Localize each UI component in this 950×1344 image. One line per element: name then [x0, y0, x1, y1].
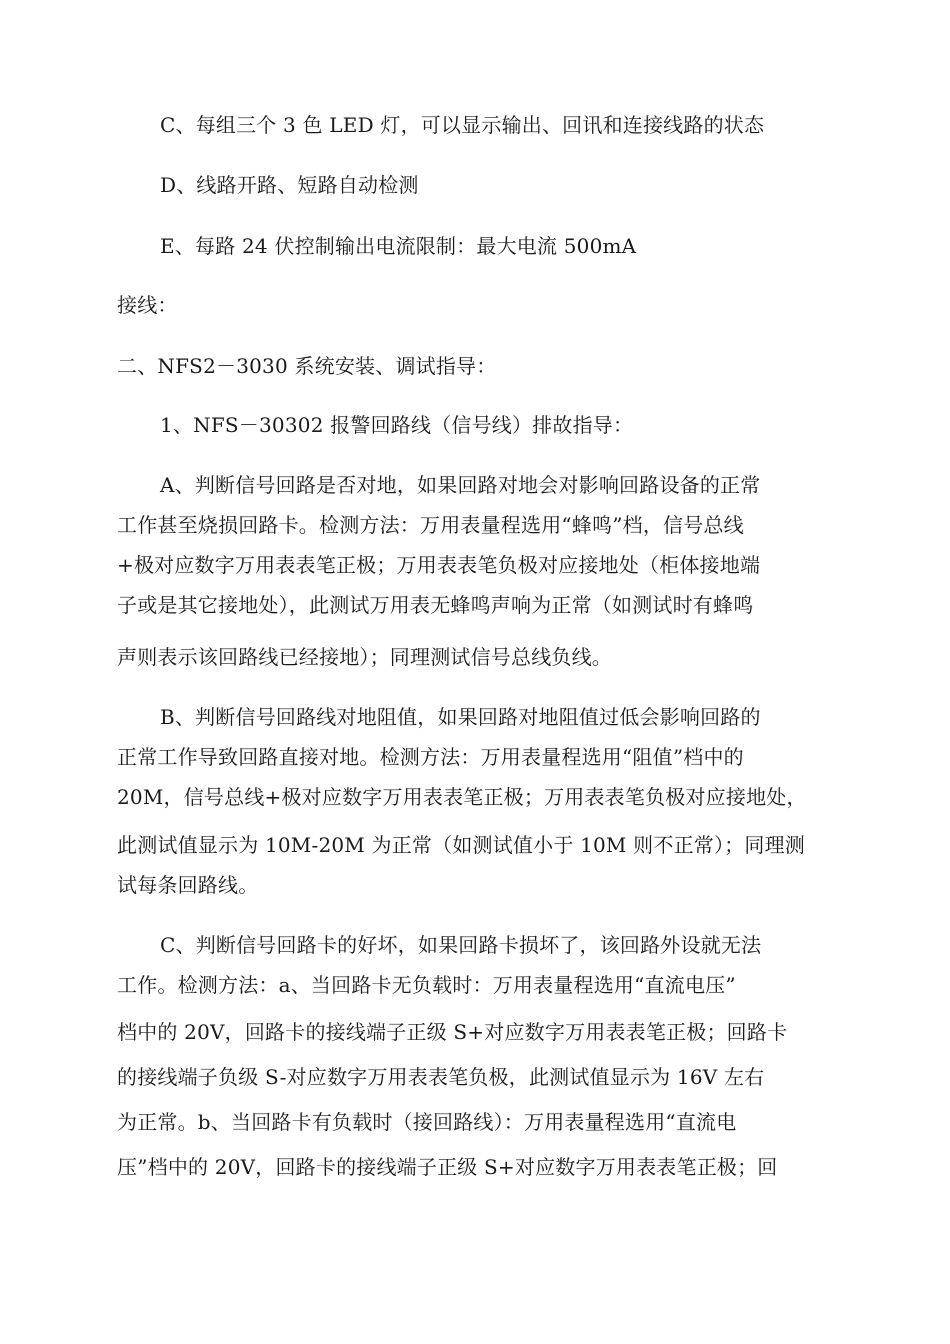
- paragraph-a-line: 子或是其它接地处），此测试万用表无蜂鸣声响为正常（如测试时有蜂鸣: [117, 593, 754, 617]
- paragraph-a-line: 工作甚至烧损回路卡。检测方法：万用表量程选用“蜂鸣”档，信号总线: [117, 513, 744, 537]
- list-item-d: D、线路开路、短路自动检测: [160, 173, 419, 197]
- paragraph-c-line: 工作。检测方法：a、当回路卡无负载时：万用表量程选用“直流电压”: [117, 973, 736, 997]
- paragraph-b-line: 此测试值显示为 10M-20M 为正常（如测试值小于 10M 则不正常）；同理测: [117, 833, 805, 857]
- paragraph-c-line: C、判断信号回路卡的好坏，如果回路卡损坏了，该回路外设就无法: [160, 933, 762, 957]
- paragraph-c-line: 为正常。b、当回路卡有负载时（接回路线）：万用表量程选用“直流电: [117, 1110, 737, 1134]
- paragraph-c-line: 压”档中的 20V，回路卡的接线端子正级 S+对应数字万用表表笔正极；回: [117, 1155, 778, 1179]
- paragraph-c-line: 档中的 20V，回路卡的接线端子正级 S+对应数字万用表表笔正极；回路卡: [117, 1020, 788, 1044]
- paragraph-a-line: A、判断信号回路是否对地，如果回路对地会对影响回路设备的正常: [160, 473, 761, 497]
- section-two-heading: 二、NFS2－3030 系统安装、调试指导：: [117, 354, 497, 378]
- paragraph-b-line: 试每条回路线。: [117, 873, 259, 897]
- paragraph-a-line: +极对应数字万用表表笔正极；万用表表笔负极对应接地处（柜体接地端: [117, 553, 761, 577]
- paragraph-b-line: 正常工作导致回路直接对地。检测方法：万用表量程选用“阻值”档中的: [117, 745, 744, 769]
- list-item-e: E、每路 24 伏控制输出电流限制：最大电流 500mA: [160, 234, 637, 258]
- paragraph-c-line: 的接线端子负级 S-对应数字万用表表笔负极，此测试值显示为 16V 左右: [117, 1065, 765, 1089]
- paragraph-b-line: B、判断信号回路线对地阻值，如果回路对地阻值过低会影响回路的: [160, 705, 761, 729]
- list-item-c: C、每组三个 3 色 LED 灯，可以显示输出、回讯和连接线路的状态: [160, 113, 765, 137]
- subsection-one-heading: 1、NFS－30302 报警回路线（信号线）排故指导：: [160, 413, 634, 437]
- wiring-heading: 接线：: [117, 293, 178, 317]
- paragraph-a-line: 声则表示该回路线已经接地）；同理测试信号总线负线。: [117, 645, 612, 669]
- paragraph-b-line: 20M，信号总线+极对应数字万用表表笔正极；万用表表笔负极对应接地处，: [117, 785, 807, 809]
